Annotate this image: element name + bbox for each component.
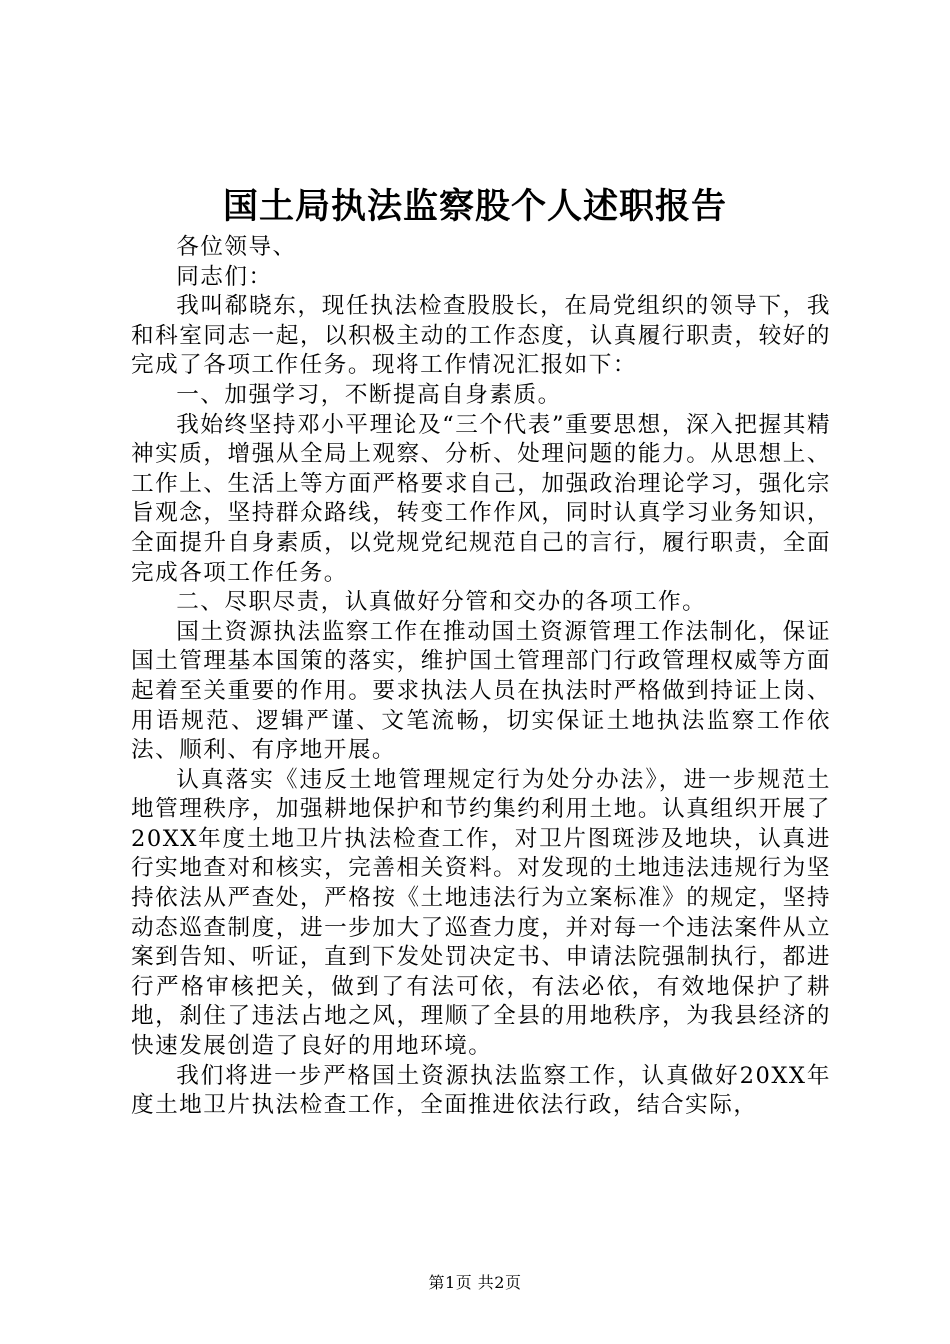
section-heading-2: 二、尽职尽责，认真做好分管和交办的各项工作。: [176, 589, 707, 616]
salutation-line-2: 同志们：: [176, 263, 273, 290]
body-paragraph: 国土资源执法监察工作在推动国土资源管理工作法制化，保证国土管理基本国策的落实，维护国土管理部门行政管理权威等方面起着至关重要的作用。要求执法人员在执法时严格做到持证上岗、用语规范、逻辑严谨、文笔流畅，切实保证土地执法监察工作依法、顺利、有序地开展。: [131, 618, 831, 764]
intro-paragraph: 我叫郗晓东，现任执法检查股股长，在局党组织的领导下，我和科室同志一起，以积极主动的工作态度，认真履行职责，较好的完成了各项工作任务。现将工作情况汇报如下：: [131, 293, 831, 379]
page-footer: 第1页 共2页: [428, 1273, 522, 1292]
section-heading-1: 一、加强学习，不断提高自身素质。: [176, 381, 562, 408]
body-paragraph: 认真落实《违反土地管理规定行为处分办法》，进一步规范土地管理秩序，加强耕地保护和节约集约利用土地。认真组织开展了20XX年度土地卫片执法检查工作，对卫片图斑涉及地块，认真进行实地查对和核实，完善相关资料。对发现的土地违法违规行为坚持依法从严查处，严格按《土地违法行为立案标准》的规定，坚持动态巡查制度，进一步加大了巡查力度，并对每一个违法案件从立案到告知、听证，直到下发处罚决定书、申请法院强制执行，都进行严格审核把关，做到了有法可依，有法必依，有效地保护了耕地，刹住了违法占地之风，理顺了全县的用地秩序，为我县经济的快速发展创造了良好的用地环境。: [131, 766, 831, 1060]
body-paragraph: 我始终坚持邓小平理论及“三个代表”重要思想，深入把握其精神实质，增强从全局上观察、分析、处理问题的能力。从思想上、工作上、生活上等方面严格要求自己，加强政治理论学习，强化宗旨观念，坚持群众路线，转变工作作风，同时认真学习业务知识，全面提升自身素质，以党规党纪规范自己的言行，履行职责，全面完成各项工作任务。: [131, 411, 831, 586]
document-title: 国土局执法监察股个人述职报告: [222, 186, 727, 227]
body-paragraph: 我们将进一步严格国土资源执法监察工作，认真做好20XX年度土地卫片执法检查工作，全面推进依法行政，结合实际，: [131, 1062, 831, 1119]
salutation-line-1: 各位领导、: [176, 234, 297, 260]
document-body: [131, 233, 831, 1121]
